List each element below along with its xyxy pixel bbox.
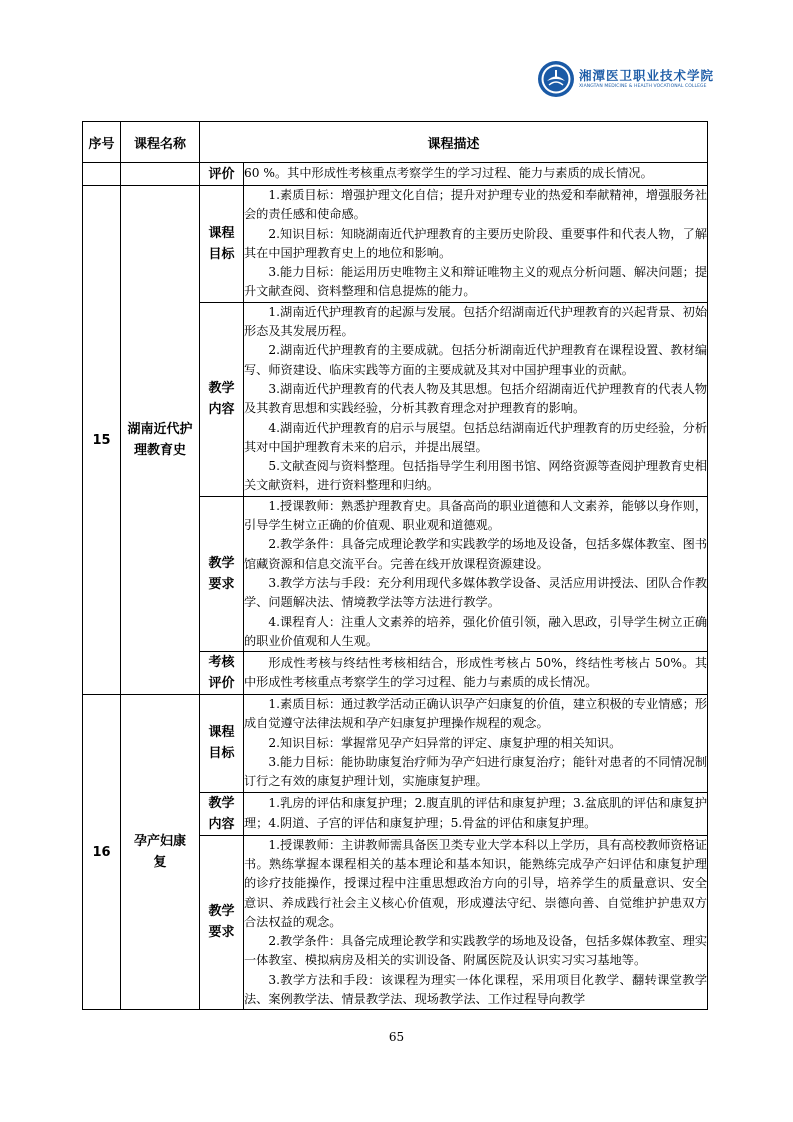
content-label: 教学内容	[200, 792, 244, 835]
course-no: 16	[83, 695, 121, 1010]
row-text: 60 %。其中形成性考核重点考察学生的学习过程、能力与素质的成长情况。	[244, 163, 708, 186]
table-row	[83, 163, 708, 186]
header-no: 序号	[83, 122, 121, 163]
eval-label: 考核评价	[200, 652, 244, 695]
content-text: 1.乳房的评估和康复护理；2.腹直肌的评估和康复护理；3.盆底肌的评估和康复护理；4.阴道、子宫的评估和康复护理；5.骨盆的评估和康复护理。	[244, 792, 708, 835]
req-label: 教学要求	[200, 835, 244, 1010]
course-no: 15	[83, 186, 121, 695]
table-header-row	[83, 122, 708, 163]
content-text: 1.湖南近代护理教育的起源与发展。包括介绍湖南近代护理教育的兴起背景、初始形态及其发展历程。 2.湖南近代护理教育的主要成就。包括分析湖南近代护理教育在课程设置、教材编写、师资建设、临床实践等方面的主要成就及其对中国护理事业的贡献。 3.湖南近代护理教育的代表人物及其思想。包括介绍湖南近代护理教育的代表人物及其教育思想和实践经验，分析其教育理念对护理教育的影响。 4.湖南近代护理教育的启示与展望。包括总结湖南近代护理教育的历史经验，分析其对中国护理教育未来的启示，并提出展望。 5.文献查阅与资料整理。包括指导学生利用图书馆、网络资源等查阅护理教育史相关文献资料，进行资料整理和归纳。	[244, 302, 708, 496]
req-label: 教学要求	[200, 496, 244, 651]
req-text: 1.授课教师：熟悉护理教育史。具备高尚的职业道德和人文素养，能够以身作则，引导学生树立正确的价值观、职业观和道德观。 2.教学条件：具备完成理论教学和实践教学的场地及设备，包括多媒体教室、图书馆藏资源和信息交流平台。完善在线开放课程资源建设。 3.教学方法与手段：充分利用现代多媒体教学设备、灵活应用讲授法、团队合作教学、问题解决法、情境教学法等方法进行教学。 4.课程育人：注重人文素养的培养，强化价值引领，融入思政，引导学生树立正确的职业价值观和人生观。	[244, 496, 708, 651]
goals-text: 1.素质目标：增强护理文化自信；提升对护理专业的热爱和奉献精神，增强服务社会的责任感和使命感。 2.知识目标：知晓湖南近代护理教育的主要历史阶段、重要事件和代表人物，了解其在中国护理教育史上的地位和影响。 3.能力目标：能运用历史唯物主义和辩证唯物主义的观点分析问题、解决问题；提升文献查阅、资料整理和信息提炼的能力。	[244, 186, 708, 303]
school-name-en: XIANGTAN MEDICINE & HEALTH VOCATIONAL COLLEGE	[579, 84, 707, 89]
content-label: 教学内容	[200, 302, 244, 496]
eval-text: 形成性考核与终结性考核相结合，形成性考核占 50%，终结性考核占 50%。其中形成性考核重点考察学生的学习过程、能力与素质的成长情况。	[244, 652, 708, 695]
req-text: 1.授课教师：主讲教师需具备医卫类专业大学本科以上学历，具有高校教师资格证书。熟练掌握本课程相关的基本理论和基本知识，能熟练完成孕产妇评估和康复护理的诊疗技能操作，授课过程中注重思想政治方向的引导，培养学生的质量意识、安全意识、养成践行社会主义核心价值观，形成遵法守纪、崇德向善、自觉维护护患双方合法权益的观念。 2.教学条件：具备完成理论教学和实践教学的场地及设备，包括多媒体教室、理实一体教室、模拟病房及相关的实训设备、附属医院及认识实习实习基地等。 3.教学方法和手段：该课程为理实一体化课程，采用项目化教学、翻转课堂教学法、案例教学法、情景教学法、现场教学法、工作过程导向教学	[244, 835, 708, 1010]
page-number: 65	[388, 1030, 405, 1044]
header-course-name: 课程名称	[121, 122, 200, 163]
school-emblem-icon	[537, 60, 575, 98]
school-logo	[537, 60, 715, 100]
table-row	[83, 186, 708, 303]
school-name: 湘潭医卫职业技术学院	[579, 68, 715, 83]
goals-text: 1.素质目标：通过教学活动正确认识孕产妇康复的价值，建立积极的专业情感；形成自觉遵守法律法规和孕产妇康复护理操作规程的观念。 2.知识目标：掌握常见孕产妇异常的评定、康复护理的相关知识。 3.能力目标：能协助康复治疗师为孕产妇进行康复治疗；能针对患者的不同情况制订行之有效的康复护理计划，实施康复护理。	[244, 695, 708, 792]
course-name: 孕产妇康复	[121, 695, 200, 1010]
goals-label: 课程目标	[200, 695, 244, 792]
row-label: 评价	[200, 163, 244, 186]
goals-label: 课程目标	[200, 186, 244, 303]
course-name: 湖南近代护理教育史	[121, 186, 200, 695]
course-table	[82, 121, 708, 1010]
header-course-desc: 课程描述	[200, 122, 708, 163]
table-row	[83, 695, 708, 792]
